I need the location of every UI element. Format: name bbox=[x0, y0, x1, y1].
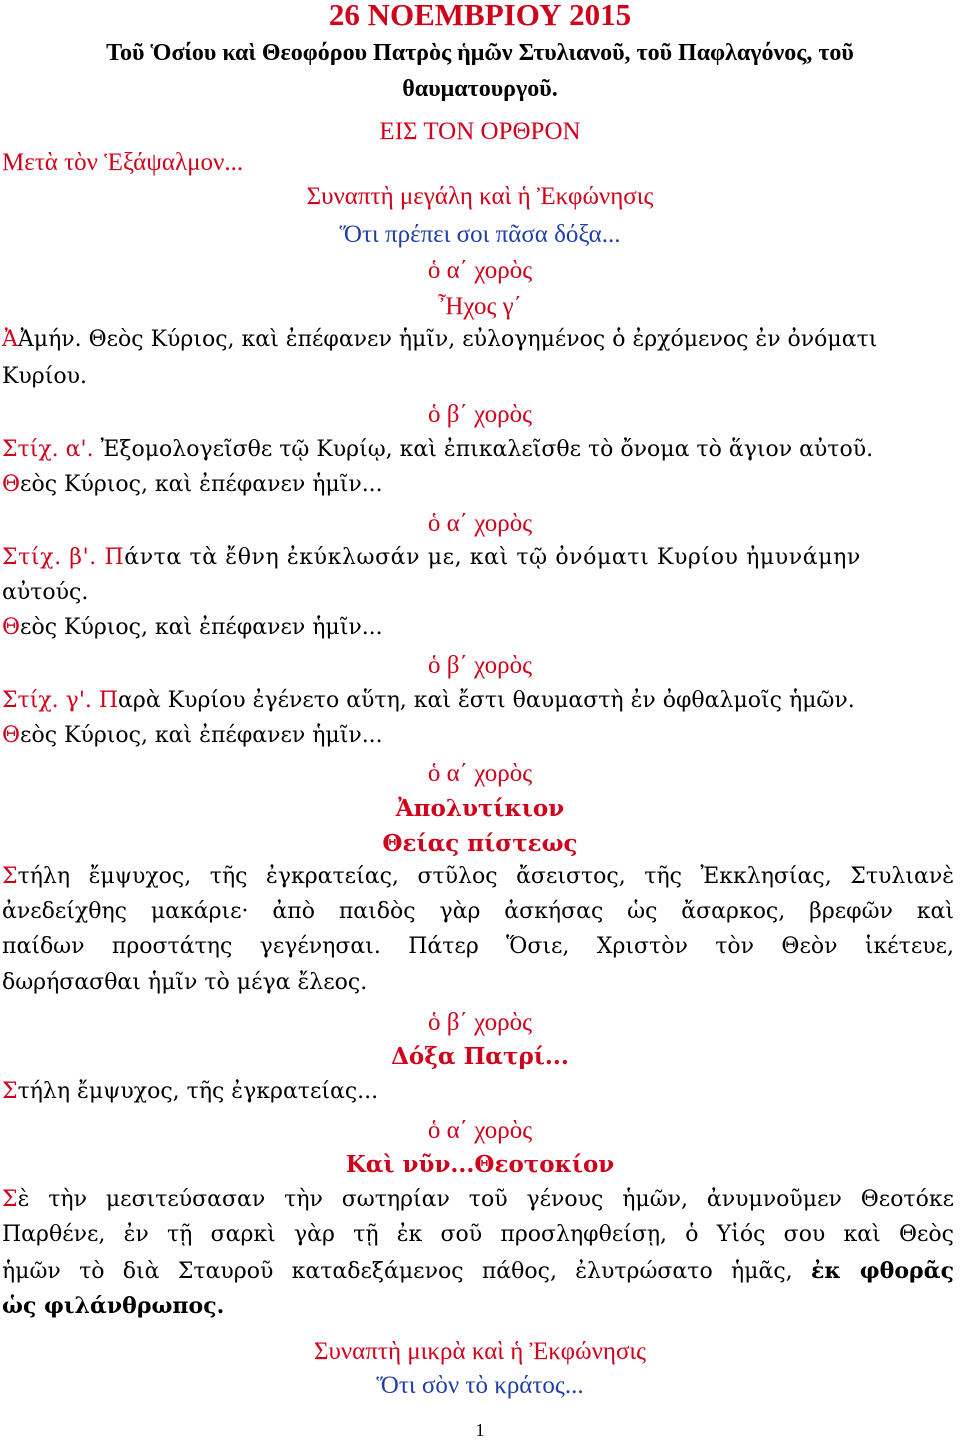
synapti-mikra-heading: Συναπτὴ μικρὰ καὶ ἡ Ἐκφώνησις bbox=[313, 1338, 647, 1365]
orthros-heading: ΕΙΣ ΤΟΝ ΟΡΘΡΟΝ bbox=[379, 118, 581, 145]
refrain-initial: Θ bbox=[2, 615, 21, 640]
apolytikion-line4: δωρήσασθαι ἡμῖν τὸ μέγα ἔλεος. bbox=[2, 970, 368, 995]
rubric-after-hexapsalm: Μετὰ τὸν Ἑξάψαλμον... bbox=[2, 149, 244, 176]
refrain-text: εὸς Κύριος, καὶ ἐπέφανεν ἡμῖν... bbox=[20, 615, 383, 640]
kai-nyn-heading: Καὶ νῦν...Θεοτοκίον bbox=[345, 1151, 615, 1178]
ekphonesis-oti-prepei: Ὅτι πρέπει σοι πᾶσα δόξα... bbox=[339, 221, 621, 248]
theotokion-line2: Παρθένε, ἐν τῇ σαρκὶ γὰρ τῇ ἐκ σοῦ προσληφθείσῃ, ὁ Υἱός σου καὶ Θεὸς bbox=[2, 1222, 954, 1247]
theos-kyrios-refrain bbox=[0, 723, 960, 748]
refrain-text: εὸς Κύριος, καὶ ἐπέφανεν ἡμῖν... bbox=[20, 723, 383, 748]
stix-b-label: Στίχ. β'. bbox=[2, 545, 97, 570]
refrain-text: εὸς Κύριος, καὶ ἐπέφανεν ἡμῖν... bbox=[20, 472, 383, 497]
synapti-megali-heading: Συναπτὴ μεγάλη καὶ ἡ Ἐκφώνησις bbox=[306, 183, 654, 210]
theotokion-initial: Σ bbox=[2, 1187, 18, 1212]
theotokion-line3 bbox=[0, 1258, 954, 1284]
apolytikion-text-1: τήλη ἔμψυχος, τῆς ἐγκρατείας, στῦλος ἄσειστος, τῆς Ἐκκλησίας, Στυλιανὲ bbox=[17, 864, 954, 889]
apolytikion-heading: Ἀπολυτίκιον bbox=[395, 795, 565, 822]
stix-c-initial: Π bbox=[98, 688, 119, 713]
choir-b-label: ὁ β΄ χορὸς bbox=[428, 652, 532, 679]
stix-c-label: Στίχ. γ'. bbox=[2, 688, 92, 713]
apolytikion-line2: ἀνεδείχθης μακάριε· ἀπὸ παιδὸς γὰρ ἀσκήσας ὡς ἄσαρκος, βρεφῶν καὶ bbox=[2, 899, 954, 924]
refrain-initial: Θ bbox=[2, 472, 21, 497]
repeat-text: τήλη ἔμψυχος, τῆς ἐγκρατείας... bbox=[17, 1079, 379, 1104]
ekphonesis-oti-son: Ὅτι σὸν τὸ κράτος... bbox=[376, 1372, 584, 1399]
page-number: 1 bbox=[475, 1420, 485, 1440]
echos-label: Ἦχος γ΄ bbox=[438, 293, 522, 320]
theotokion-text-3: ἡμῶν τὸ διὰ Σταυροῦ καταδεξάμενος πάθος, ἐλυτρώσατο ἡμᾶς, bbox=[2, 1259, 811, 1284]
theotokion-line1 bbox=[0, 1187, 954, 1212]
stix-c-line bbox=[0, 688, 960, 713]
feast-title-line2: θαυματουργοῦ. bbox=[402, 76, 558, 102]
refrain-initial: Θ bbox=[2, 723, 21, 748]
choir-a-label: ὁ α΄ χορὸς bbox=[427, 1117, 533, 1144]
amin-verse-text: Ἀμήν. Θεὸς Κύριος, καὶ ἐπέφανεν ἡμῖν, εὐλογημένος ὁ ἐρχόμενος ἐν ὀνόματι bbox=[17, 327, 878, 352]
theos-kyrios-refrain bbox=[0, 472, 960, 497]
stix-b-line2: αὐτούς. bbox=[2, 580, 89, 605]
apolytikion-line1 bbox=[0, 864, 954, 889]
feast-title-line1: Τοῦ Ὁσίου καὶ Θεοφόρου Πατρὸς ἡμῶν Στυλιανοῦ, τοῦ Παφλαγόνος, τοῦ bbox=[106, 40, 854, 66]
stix-b-text: άντα τὰ ἔθνη ἐκύκλωσάν με, καὶ τῷ ὀνόματι Κυρίου ἠμυνάμην bbox=[124, 545, 861, 570]
tone-melody-heading: Θείας πίστεως bbox=[382, 830, 578, 857]
amin-verse-line2: Κυρίου. bbox=[2, 364, 87, 389]
stix-b-initial: Π bbox=[104, 545, 125, 570]
stix-a-line bbox=[0, 437, 960, 462]
apolytikion-repeat bbox=[0, 1079, 960, 1104]
choir-a-label: ὁ α΄ χορὸς bbox=[427, 760, 533, 787]
choir-b-label: ὁ β΄ χορὸς bbox=[428, 401, 532, 428]
stix-b-line1 bbox=[0, 545, 960, 570]
theotokion-text-1: ὲ τὴν μεσιτεύσασαν τὴν σωτηρίαν τοῦ γένους ἡμῶν, ἀνυμνοῦμεν Θεοτόκε bbox=[17, 1187, 954, 1212]
amin-verse-line1 bbox=[0, 327, 960, 352]
choir-a-label: ὁ α΄ χορὸς bbox=[427, 510, 533, 537]
theotokion-bold-3: ἐκ φθορᾶς bbox=[810, 1258, 954, 1284]
stix-c-text: αρὰ Κυρίου ἐγένετο αὕτη, καὶ ἔστι θαυμαστὴ ἐν ὀφθαλμοῖς ἡμῶν. bbox=[118, 688, 855, 713]
stix-a-text: Ἐξομολογεῖσθε τῷ Κυρίῳ, καὶ ἐπικαλεῖσθε τὸ ὄνομα τὸ ἅγιον αὐτοῦ. bbox=[100, 437, 874, 462]
doxa-heading: Δόξα Πατρί... bbox=[391, 1043, 569, 1070]
apolytikion-line3: παίδων προστάτης γεγένησαι. Πάτερ Ὅσιε, Χριστὸν τὸν Θεὸν ἱκέτευε, bbox=[2, 934, 954, 959]
theotokion-line4: ὡς φιλάνθρωπος. bbox=[2, 1293, 225, 1319]
stix-a-label: Στίχ. α'. bbox=[2, 437, 94, 462]
choir-a-label: ὁ α΄ χορὸς bbox=[427, 257, 533, 284]
theos-kyrios-refrain bbox=[0, 615, 960, 640]
apolytikion-initial: Σ bbox=[2, 864, 18, 889]
amin-initial: Ἀ bbox=[2, 327, 18, 352]
choir-b-label: ὁ β΄ χορὸς bbox=[428, 1009, 532, 1036]
date-heading: 26 ΝΟΕΜΒΡΙΟΥ 2015 bbox=[328, 0, 632, 32]
repeat-initial: Σ bbox=[2, 1079, 18, 1104]
